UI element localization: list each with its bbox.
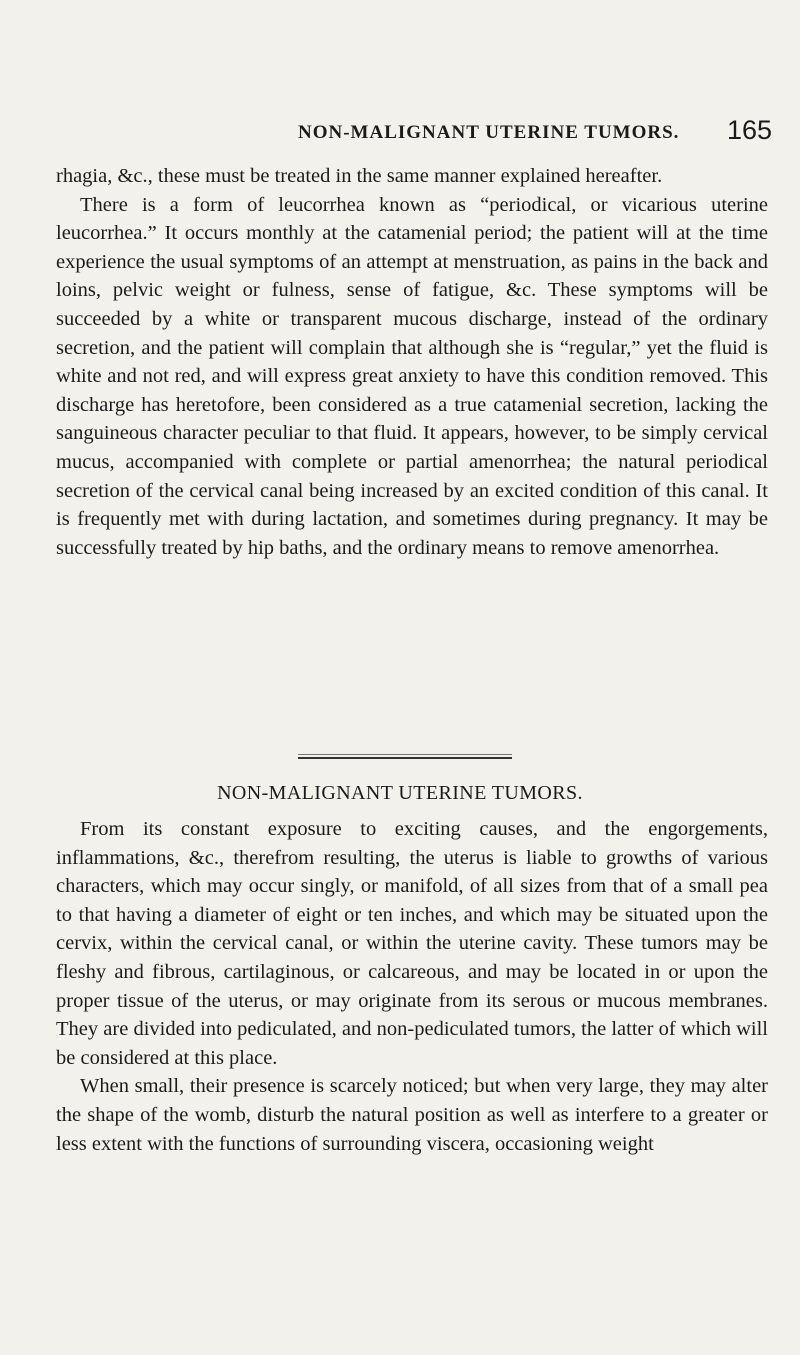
paragraph: When small, their presence is scarcely noticed; but when very large, they may alter the shape of the womb, disturb the natural position as well as interfere to a greater or less extent with the functions of surrounding viscera, occasioning weight (56, 1075, 768, 1155)
running-head: NON-MALIGNANT UTERINE TUMORS. (298, 122, 680, 143)
page-header (56, 115, 776, 148)
paragraph: rhagia, &c., these must be treated in the same manner explained hereafter. (56, 165, 663, 187)
page-number: 165 (726, 115, 772, 145)
section-title: NON-MALIGNANT UTERINE TUMORS. (217, 782, 583, 804)
paragraph: There is a form of leucorrhea known as “periodical, or vicarious uterine leucorrhea.” It occurs monthly at the catamenial period; the patient will at the time experience the usual symptoms of an attempt at menstruation, as pains in the back and loins, pelvic weight or fulness, sense of fatigue, &c. These symptoms will be succeeded by a white or transparent mucous discharge, instead of the ordinary secretion, and the patient will complain that although she is “regular,” yet the fluid is white and not red, and will express great anxiety to have this condition removed. This discharge has heretofore, been considered as a true catamenial secretion, lacking the sanguineous character peculiar to that fluid. It appears, however, to be simply cervical mucus, accompanied with complete or partial amenorrhea; the natural periodical secretion of the cervical canal being increased by an excited condition of this canal. It is frequently met with during lactation, and sometimes during pregnancy. It may be successfully treated by hip baths, and the ordinary means to remove amenorrhea. (56, 193, 768, 559)
section-divider (298, 754, 512, 760)
paragraph: From its constant exposure to exciting causes, and the engorgements, inflammations, &c., therefrom resulting, the uterus is liable to growths of various characters, which may occur singly, or manifold, of all sizes from that of a small pea to that having a diameter of eight or ten inches, and which may be situated upon the cervix, within the cervical canal, or within the uterine cavity. These tumors may be fleshy and fibrous, cartilaginous, or calcareous, and may be located in or upon the proper tissue of the uterus, or may originate from its serous or mucous membranes. They are divided into pediculated, and non-pediculated tumors, the latter of which will be considered at this place. (56, 818, 768, 1069)
section-text (56, 815, 768, 1158)
continuation-text (56, 162, 768, 562)
